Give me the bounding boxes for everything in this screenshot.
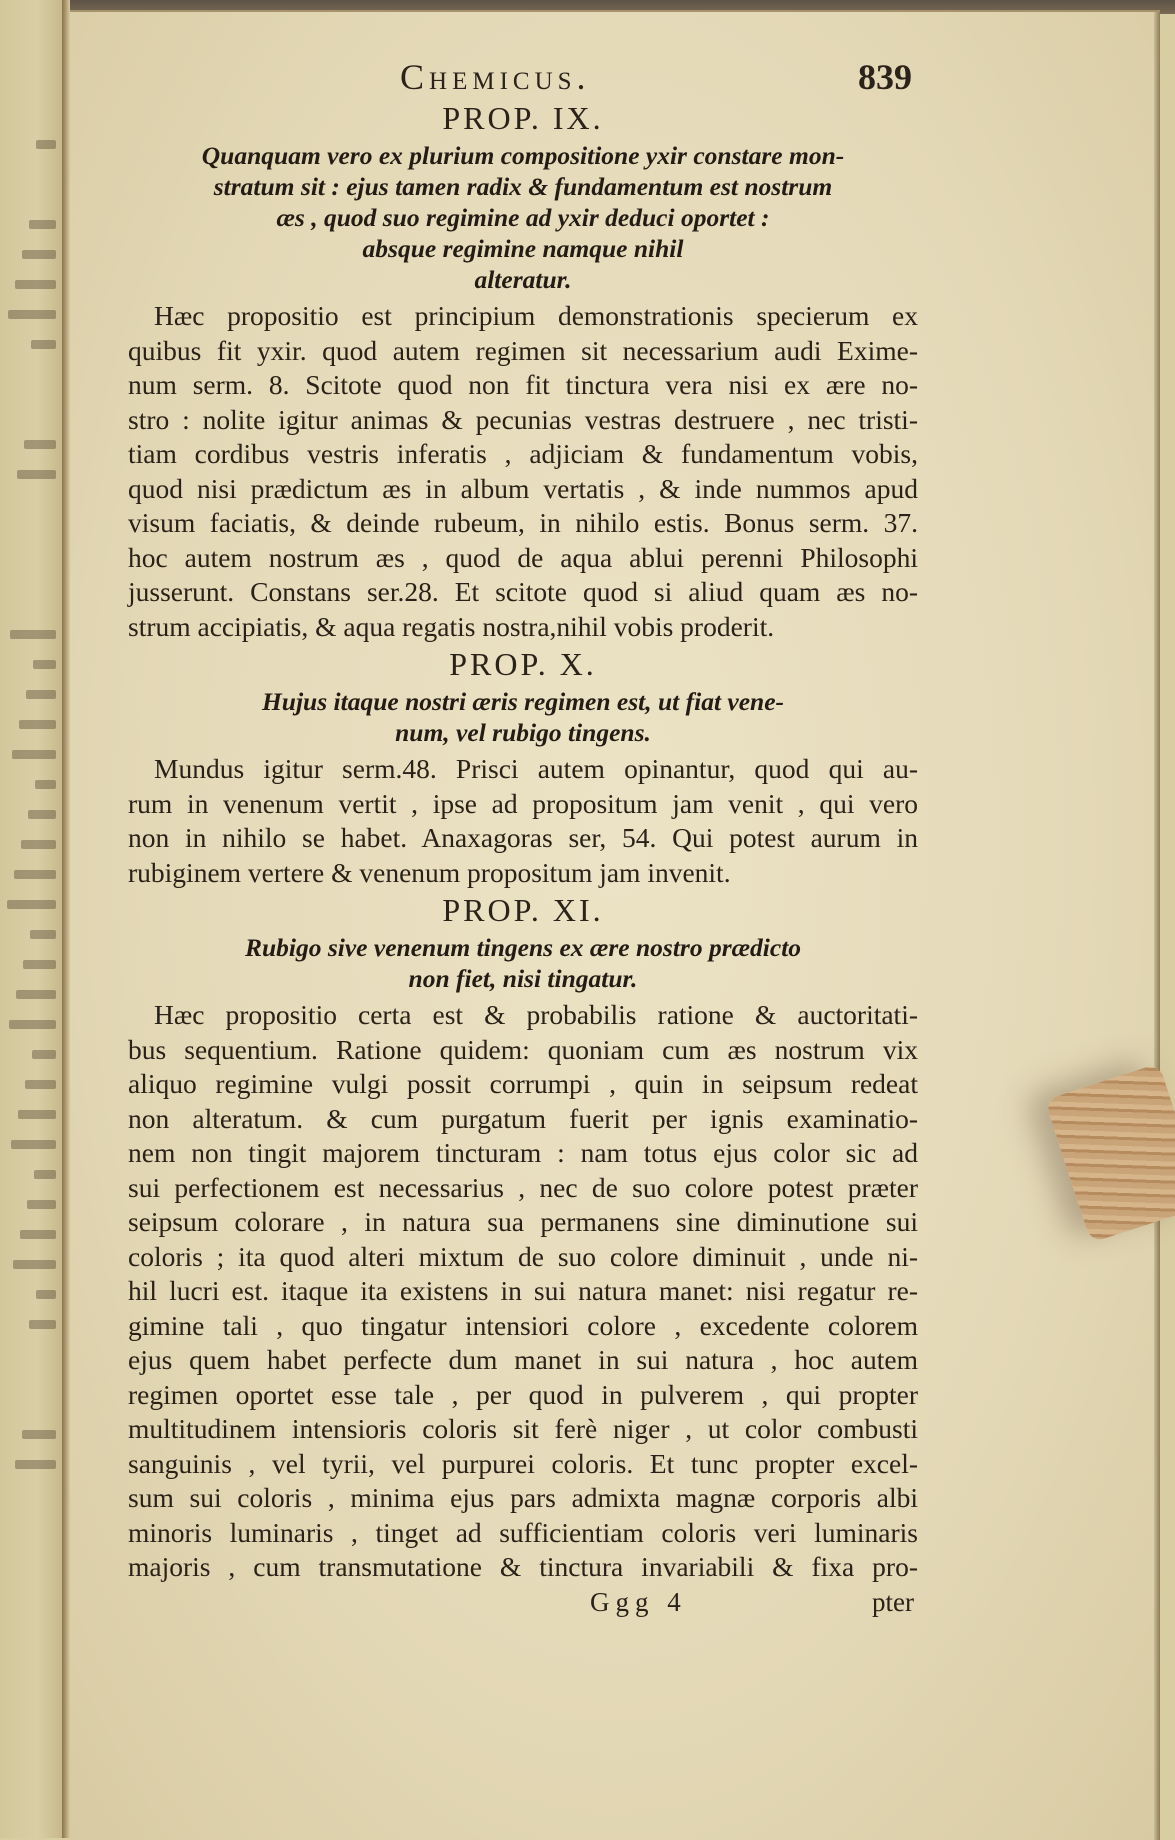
facing-page-text-fragment bbox=[19, 720, 56, 729]
facing-page-text-fragment bbox=[33, 660, 56, 669]
text-line: aliquo regimine vulgi possit corrumpi , quin in seipsum redeat bbox=[128, 1068, 918, 1099]
body-paragraph bbox=[128, 299, 918, 644]
proposition-statement bbox=[128, 932, 918, 994]
proposition-statement bbox=[128, 140, 918, 295]
text-line: nem non tingit majorem tincturam : nam totus ejus color sic ad bbox=[128, 1137, 918, 1168]
page-footer bbox=[128, 1587, 918, 1627]
text-line: sanguinis , vel tyrii, vel purpurei coloris. Et tunc propter excel- bbox=[128, 1447, 918, 1479]
text-line: non in nihilo se habet. Anaxagoras ser, 54. Qui potest aurum in bbox=[128, 822, 918, 853]
facing-page-text-fragment bbox=[8, 310, 56, 319]
facing-page-text-fragment bbox=[32, 1050, 56, 1059]
text-line: rum in venenum vertit , ipse ad propositum jam venit , qui vero bbox=[128, 787, 918, 819]
page-text-block bbox=[128, 52, 918, 1627]
text-line: multitudinem intensioris coloris sit ferè niger , ut color combusti bbox=[128, 1413, 918, 1444]
facing-page-text-fragment bbox=[11, 1140, 56, 1149]
text-line: seipsum colorare , in natura sua permanens sine diminutione sui bbox=[128, 1206, 918, 1237]
facing-page-text-fragment bbox=[18, 1110, 56, 1119]
text-line: sum sui coloris , minima ejus pars admixta magnæ corporis albi bbox=[128, 1482, 918, 1513]
proposition-heading: PROP. X. bbox=[449, 646, 597, 682]
proposition-heading: PROP. XI. bbox=[442, 892, 604, 928]
facing-page-text-fragment bbox=[34, 1170, 56, 1179]
statement-line: Rubigo sive venenum tingens ex ære nostro prædicto bbox=[244, 933, 802, 962]
text-line: regimen oportet esse tale , per quod in pulverem , qui propter bbox=[128, 1378, 918, 1410]
proposition-statement bbox=[128, 686, 918, 748]
text-line: quibus fit yxir. quod autem regimen sit necessarium audi Exime- bbox=[128, 334, 918, 366]
text-line: non alteratum. & cum purgatum fuerit per ignis examinatio- bbox=[128, 1102, 918, 1134]
facing-page-text-fragment bbox=[22, 1430, 56, 1439]
facing-page-text-fragment bbox=[7, 900, 56, 909]
signature-mark: Ggg 4 bbox=[590, 1586, 687, 1617]
page-number: 839 bbox=[858, 57, 912, 97]
statement-line: æs , quod suo regimine ad yxir deduci oportet : bbox=[276, 203, 770, 232]
catchword: pter bbox=[872, 1586, 914, 1617]
facing-page-text-fragment bbox=[23, 960, 56, 969]
statement-line: alteratur. bbox=[474, 265, 572, 294]
text-line: ejus quem habet perfecte dum manet in sui natura , hoc autem bbox=[128, 1344, 918, 1375]
facing-page-text-fragment bbox=[10, 630, 56, 639]
text-line: gimine tali , quo tingatur intensiori colore , excedente colorem bbox=[128, 1309, 918, 1341]
facing-page-fragment bbox=[0, 0, 62, 1838]
text-line: tiam cordibus vestris inferatis , adjiciam & fundamentum vobis, bbox=[128, 438, 918, 469]
text-line: num serm. 8. Scitote quod non fit tinctura vera nisi ex ære no- bbox=[128, 369, 918, 400]
facing-page-text-fragment bbox=[12, 750, 56, 759]
facing-page-text-fragment bbox=[35, 780, 56, 789]
proposition-x bbox=[128, 646, 918, 890]
body-paragraph bbox=[128, 998, 918, 1585]
proposition-xi bbox=[128, 892, 918, 1585]
text-line: rubiginem vertere & venenum propositum jam invenit. bbox=[128, 856, 731, 888]
body-paragraph bbox=[128, 752, 918, 890]
page-edge bbox=[1154, 12, 1160, 1840]
statement-line: Quanquam vero ex plurium compositione yxir constare mon- bbox=[201, 141, 845, 170]
text-line: hoc autem nostrum æs , quod de aqua ablui perenni Philosophi bbox=[128, 541, 918, 573]
facing-page-text-fragment bbox=[26, 690, 56, 699]
facing-page-text-fragment bbox=[29, 1320, 56, 1329]
text-line: coloris ; ita quod alteri mixtum de suo colore diminuit , unde ni- bbox=[128, 1240, 918, 1272]
text-line: visum faciatis, & deinde rubeum, in nihilo estis. Bonus serm. 37. bbox=[128, 507, 918, 538]
statement-line: stratum sit : ejus tamen radix & fundamentum est nostrum bbox=[213, 172, 833, 201]
facing-page-text-fragment bbox=[29, 220, 56, 229]
facing-page-text-fragment bbox=[13, 1260, 56, 1269]
text-line: majoris , cum transmutatione & tinctura invariabili & fixa pro- bbox=[128, 1551, 918, 1582]
statement-line: Hujus itaque nostri æris regimen est, ut fiat vene- bbox=[261, 687, 785, 716]
facing-page-text-fragment bbox=[22, 250, 56, 259]
text-line: quod nisi prædictum æs in album vertatis , & inde nummos apud bbox=[128, 472, 918, 504]
running-head bbox=[128, 52, 918, 98]
facing-page-text-fragment bbox=[28, 810, 56, 819]
proposition-ix bbox=[128, 100, 918, 644]
facing-page-text-fragment bbox=[16, 990, 56, 999]
facing-page-text-fragment bbox=[24, 440, 56, 449]
text-line: Mundus igitur serm.48. Prisci autem opinantur, quod qui au- bbox=[154, 753, 918, 784]
text-line: Hæc propositio est principium demonstrationis specierum ex bbox=[154, 300, 918, 331]
facing-page-text-fragment bbox=[9, 1020, 56, 1029]
facing-page-text-fragment bbox=[30, 930, 56, 939]
book-gutter bbox=[62, 0, 70, 1838]
facing-page-text-fragment bbox=[31, 340, 56, 349]
text-line: jusserunt. Constans ser.28. Et scitote quod si aliud quam æs no- bbox=[128, 576, 918, 607]
facing-page-text-fragment bbox=[15, 280, 56, 289]
statement-line: absque regimine namque nihil bbox=[362, 234, 684, 263]
facing-page-text-fragment bbox=[36, 140, 56, 149]
text-line: sui perfectionem est necessarius , nec de suo colore potest præter bbox=[128, 1171, 918, 1203]
text-line: strum accipiatis, & aqua regatis nostra,nihil vobis proderit. bbox=[128, 610, 775, 642]
text-line: stro : nolite igitur animas & pecunias vestras destruere , nec tristi- bbox=[128, 403, 918, 435]
facing-page-text-fragment bbox=[27, 1200, 56, 1209]
facing-page-text-fragment bbox=[25, 1080, 56, 1089]
text-line: minoris luminaris , tinget ad sufficientiam coloris veri luminaris bbox=[128, 1516, 918, 1548]
text-line: bus sequentium. Ratione quidem: quoniam cum æs nostrum vix bbox=[128, 1033, 918, 1065]
facing-page-text-fragment bbox=[17, 470, 56, 479]
text-line: hil lucri est. itaque ita existens in sui natura manet: nisi regatur re- bbox=[128, 1275, 918, 1306]
running-title: Chemicus. bbox=[400, 57, 591, 97]
statement-line: non fiet, nisi tingatur. bbox=[408, 964, 638, 993]
text-line: Hæc propositio certa est & probabilis ratione & auctoritati- bbox=[154, 999, 918, 1030]
facing-page-text-fragment bbox=[36, 1290, 56, 1299]
facing-page-text-fragment bbox=[14, 870, 56, 879]
facing-page-text-fragment bbox=[21, 840, 56, 849]
facing-page-text-fragment bbox=[20, 1230, 56, 1239]
statement-line: num, vel rubigo tingens. bbox=[395, 718, 651, 747]
proposition-heading: PROP. IX. bbox=[442, 100, 604, 136]
facing-page-text-fragment bbox=[15, 1460, 56, 1469]
